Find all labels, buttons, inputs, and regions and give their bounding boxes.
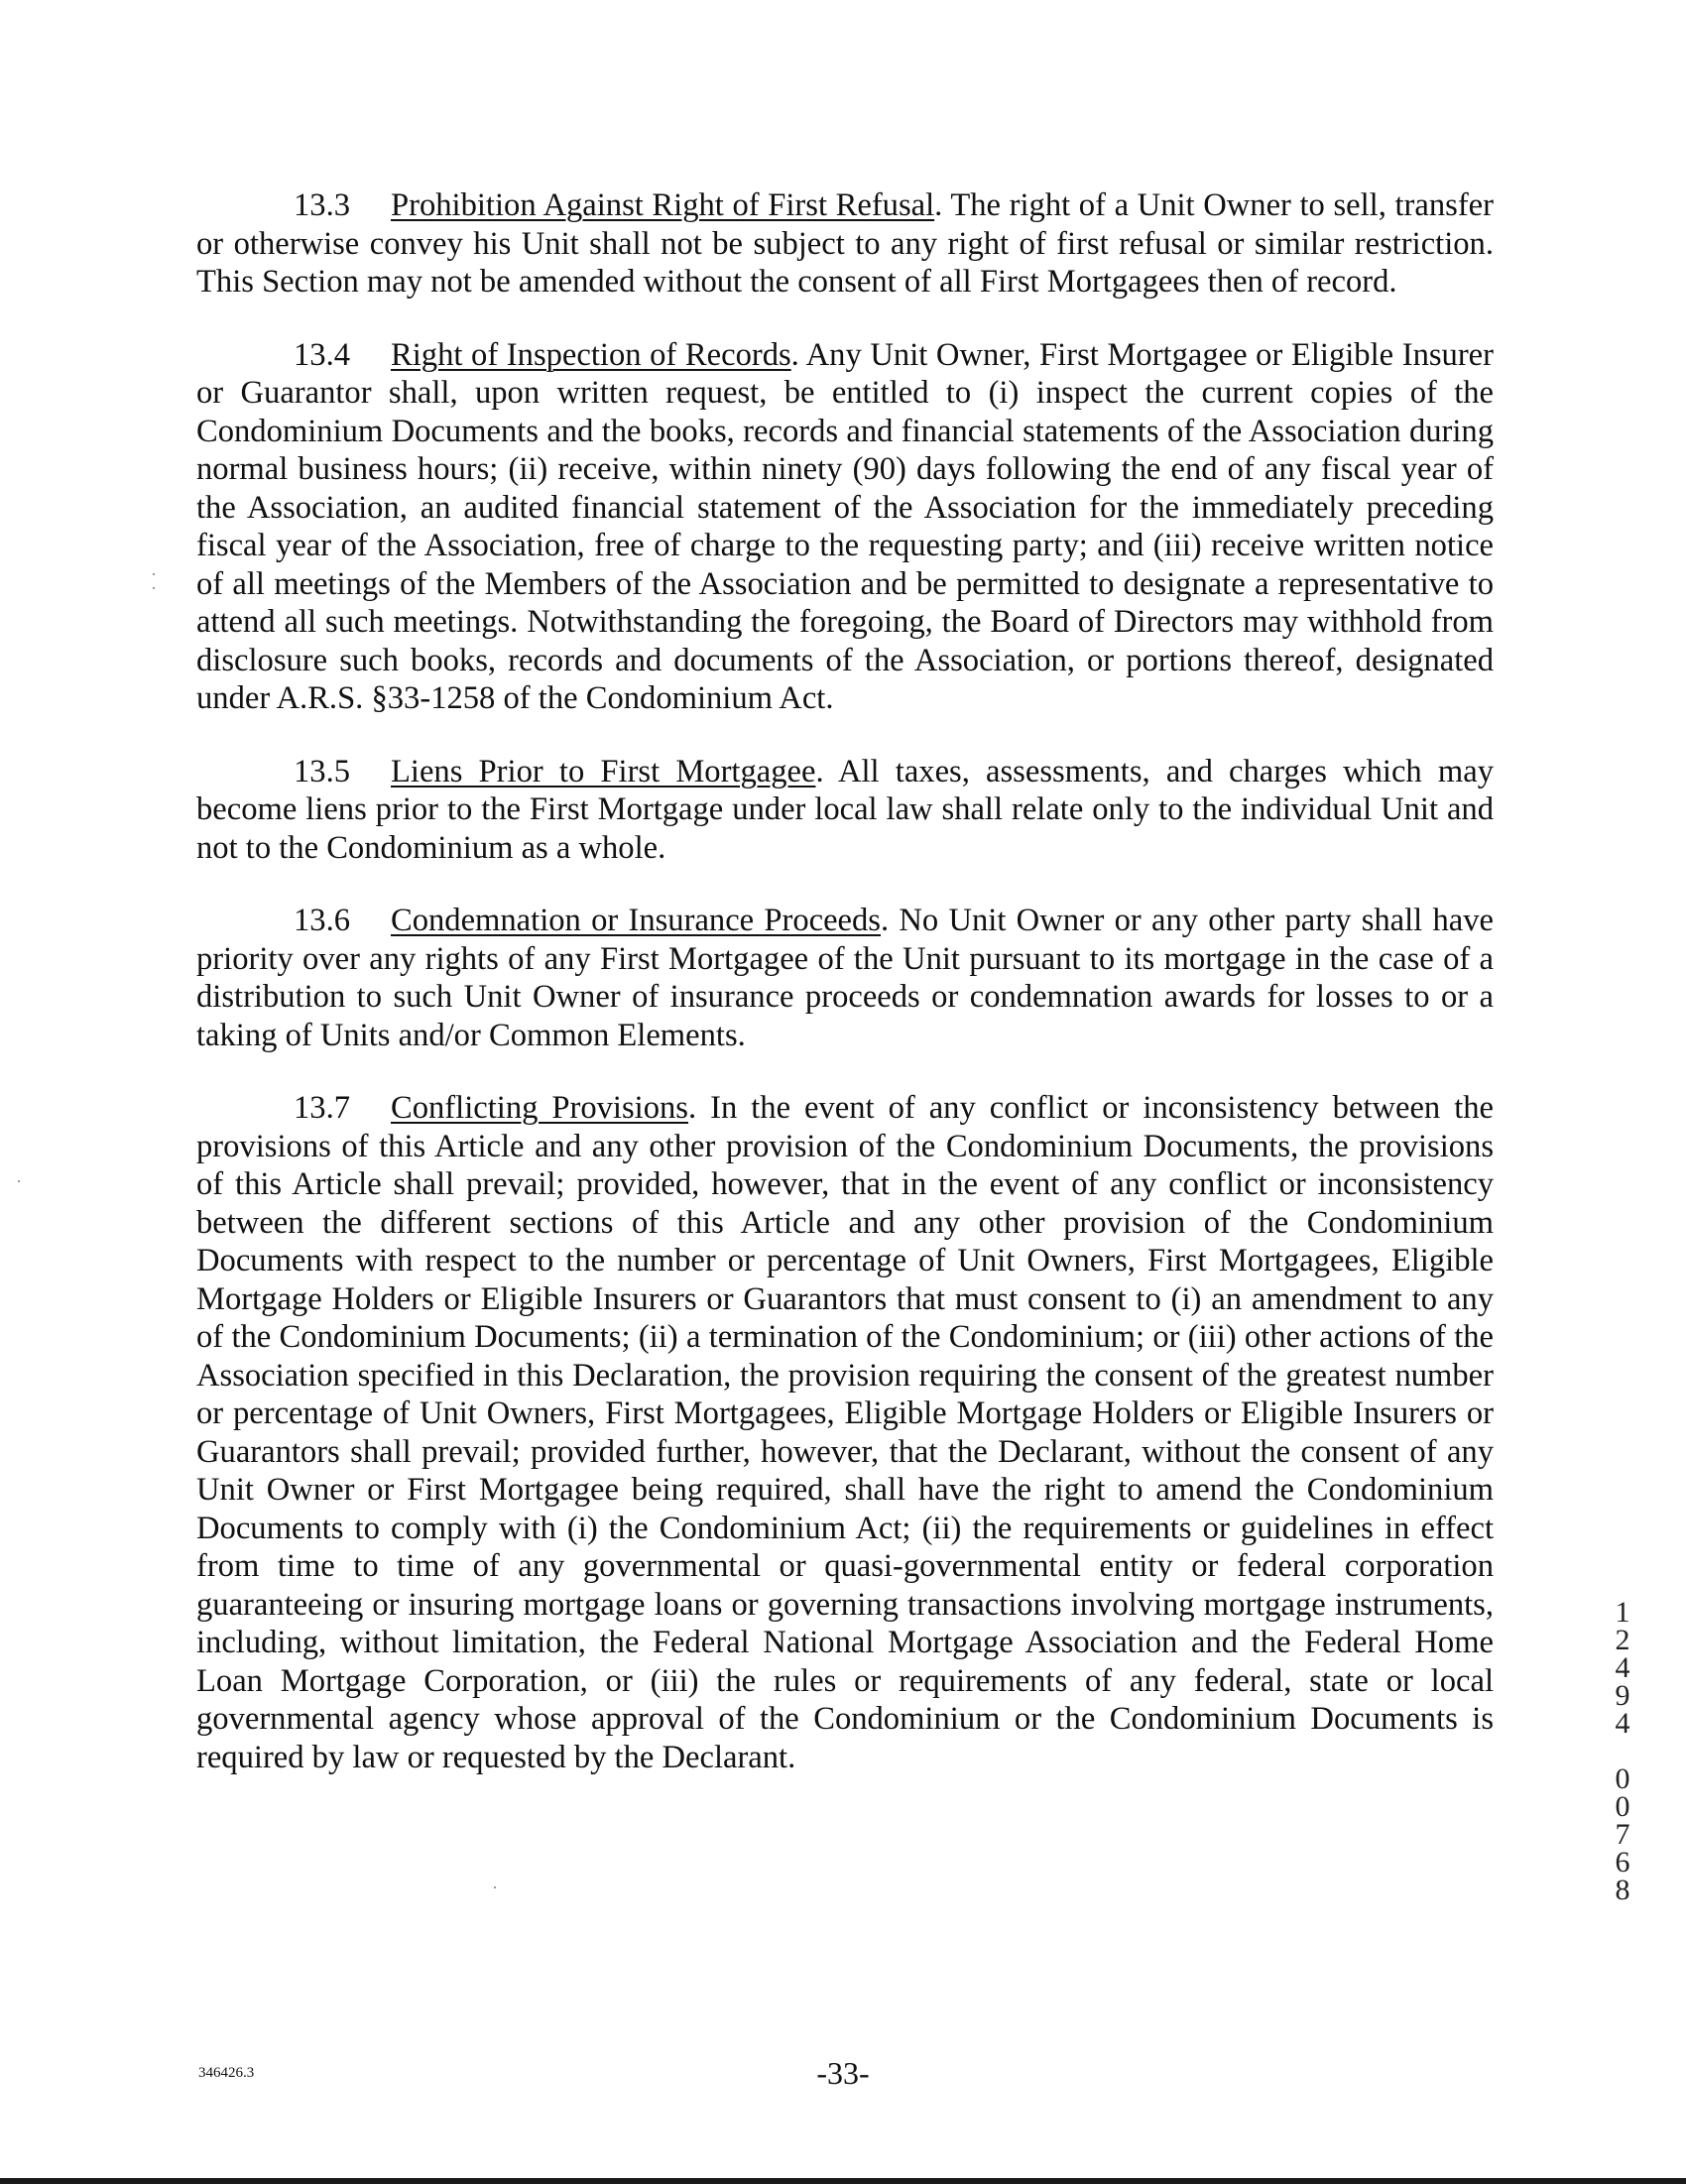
recording-digit: 4	[1615, 1651, 1630, 1684]
section-13-6	[196, 902, 1494, 1054]
recording-number	[1607, 1596, 1638, 1906]
section-text: . In the event of any conflict or inconsistency between the provisions of this Article and any other provision of the Condominium Documents, the provisions of this Article shall prevail; provided, however, that in the event of any conflict or inconsistency between the different sections of this Article and any other provision of the Condominium Documents with respect to the number or percentage of Unit Owners, First Mortgagees, Eligible Mortgage Holders or Eligible Insurers or Guarantors that must consent to (i) an amendment to any of the Condominium Documents; (ii) a termination of the Condominium; or (iii) other actions of the Association specified in this Declaration, the provision requiring the consent of the greatest number or percentage of Unit Owners, First Mortgagees, Eligible Mortgage Holders or Eligible Insurers or Guarantors shall prevail; provided further, however, that the Declarant, without the consent of any Unit Owner or First Mortgagee being required, shall have the right to amend the Condominium Documents to comply with (i) the Condominium Act; (ii) the requirements or guidelines in effect from time to time of any governmental or quasi-governmental entity or federal corporation guaranteeing or insuring mortgage loans or governing transactions involving mortgage instruments, including, without limitation, the Federal National Mortgage Association and the Federal Home Loan Mortgage Corporation, or (iii) the rules or requirements of any federal, state or local governmental agency whose approval of the Condominium or the Condominium Documents is required by law or requested by the Declarant.	[196, 1090, 1494, 1775]
scan-speck	[494, 1886, 496, 1888]
section-title: Prohibition Against Right of First Refusal	[391, 187, 935, 223]
section-number: 13.3	[294, 187, 351, 223]
section-number: 13.4	[294, 336, 351, 373]
section-title: Right of Inspection of Records	[391, 336, 791, 373]
section-number: 13.5	[294, 753, 351, 789]
section-text: . All taxes, assessments, and charges which may become liens prior to the First Mortgage under local law shall relate only to the individual Unit and not to the Condominium as a whole.	[196, 753, 1494, 866]
section-number: 13.7	[294, 1090, 351, 1126]
document-body	[196, 186, 1494, 1811]
section-13-7	[196, 1089, 1494, 1776]
recording-digit: 2	[1615, 1624, 1630, 1656]
recording-digit: 1	[1615, 1596, 1630, 1629]
scan-speck	[18, 1180, 20, 1182]
recording-digit: 0	[1615, 1790, 1630, 1823]
section-title: Condemnation or Insurance Proceeds	[391, 903, 881, 938]
section-13-5	[196, 753, 1494, 868]
recording-digit: 9	[1615, 1679, 1630, 1712]
scan-speck	[153, 587, 155, 589]
section-text: . No Unit Owner or any other party shall have priority over any rights of any First Mortgagee of the Unit pursuant to its mortgage in the case of a distribution to such Unit Owner of insurance proceeds or condemnation awards for losses to or a taking of Units and/or Common Elements.	[196, 903, 1494, 1053]
scan-bottom-edge	[0, 2178, 1686, 2184]
recording-digit: 6	[1615, 1846, 1630, 1879]
recording-digit: 4	[1615, 1707, 1630, 1740]
section-13-4	[196, 336, 1494, 718]
recording-digit: 7	[1615, 1818, 1630, 1851]
section-text: . The right of a Unit Owner to sell, transfer or otherwise convey his Unit shall not be subject to any right of first refusal or similar restriction. This Section may not be amended without the consent of all First Mortgagees then of record.	[196, 187, 1494, 300]
scan-speck	[153, 573, 155, 575]
recording-digit: 8	[1615, 1874, 1630, 1906]
section-13-3	[196, 186, 1494, 302]
document-id: 346426.3	[198, 2065, 255, 2081]
section-number: 13.6	[294, 903, 351, 938]
section-text: . Any Unit Owner, First Mortgagee or Eligible Insurer or Guarantor shall, upon written request, be entitled to (i) inspect the current copies of the Condominium Documents and the books, records and financial statements of the Association during normal business hours; (ii) receive, within ninety (90) days following the end of any fiscal year of the Association, an audited financial statement of the Association for the immediately preceding fiscal year of the Association, free of charge to the requesting party; and (iii) receive written notice of all meetings of the Members of the Association and be permitted to designate a representative to attend all such meetings. Notwithstanding the foregoing, the Board of Directors may withhold from disclosure such books, records and documents of the Association, or portions thereof, designated under A.R.S. §33-1258 of the Condominium Act.	[196, 336, 1494, 716]
section-title: Liens Prior to First Mortgagee	[391, 753, 816, 789]
recording-digit: 0	[1615, 1762, 1630, 1795]
page-number: -33-	[816, 2055, 870, 2091]
section-title: Conflicting Provisions	[391, 1090, 688, 1126]
recording-gap	[1607, 1738, 1638, 1765]
